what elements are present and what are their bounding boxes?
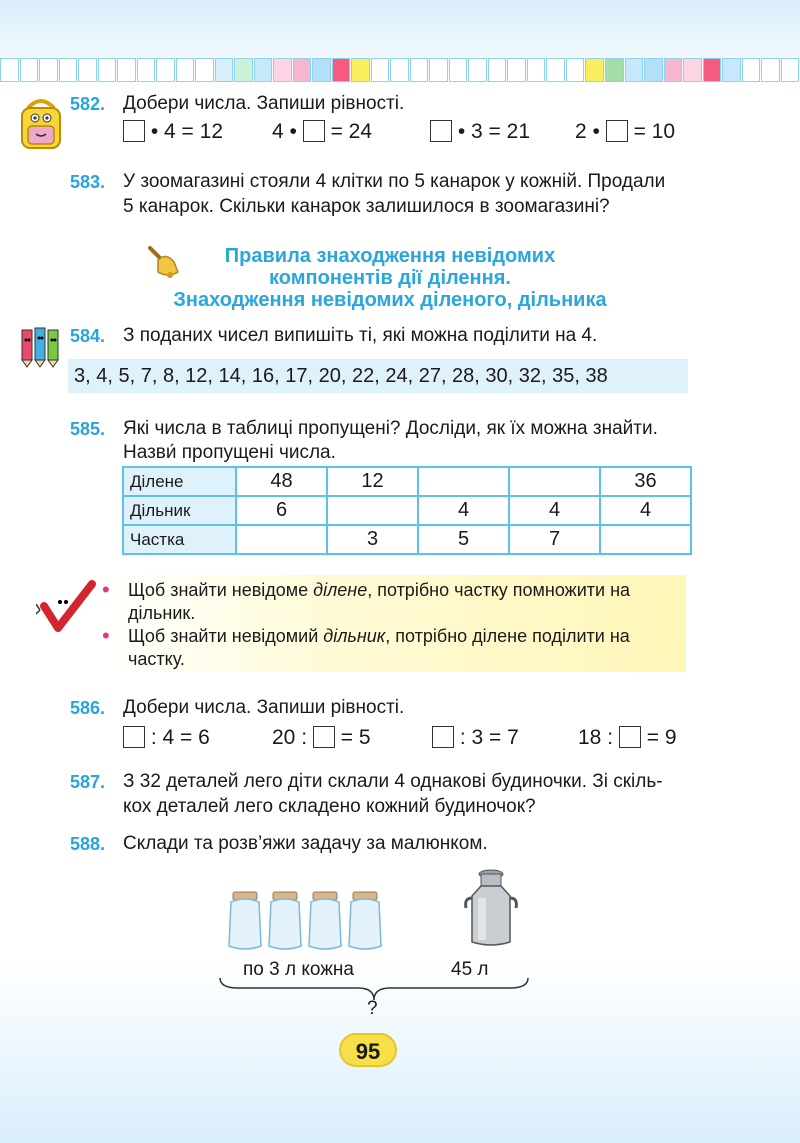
exercise-582-equation-3 — [430, 120, 530, 144]
table-cell: 36 — [600, 467, 691, 496]
exercise-584-text: З поданих чисел випишіть ті, які можна поділити на 4. — [123, 325, 598, 346]
strip-cell — [78, 58, 97, 82]
strip-cell — [234, 58, 253, 82]
can-label: 45 л — [451, 959, 489, 980]
answer-box[interactable] — [123, 726, 145, 748]
rule-1-emphasis: ділене — [313, 580, 368, 600]
section-title-line-3: Знаходження невідомих діленого, дільника — [173, 289, 607, 311]
strip-cell — [566, 58, 585, 82]
exercise-586-text: Добери числа. Запиши рівності. — [123, 697, 405, 718]
strip-cell — [664, 58, 683, 82]
strip-cell — [546, 58, 565, 82]
strip-cell — [20, 58, 39, 82]
milk-can-icon — [462, 868, 520, 948]
backpack-icon — [14, 96, 68, 152]
number-list: 3, 4, 5, 7, 8, 12, 14, 16, 17, 20, 22, 24, 27, 28, 30, 32, 35, 38 — [68, 359, 688, 393]
strip-cell — [722, 58, 741, 82]
rule-2-line-2: частку. — [128, 649, 185, 669]
equation-text: • 4 = 12 — [150, 120, 224, 143]
strip-cell — [625, 58, 644, 82]
decorative-strip — [0, 58, 800, 82]
table-row — [123, 496, 691, 525]
strip-cell — [293, 58, 312, 82]
table-cell: 5 — [418, 525, 509, 554]
exercise-586-number: 586. — [70, 698, 106, 718]
exercise-585-line-2: Назви́ пропущені числа. — [123, 442, 336, 463]
bullet-icon: • — [102, 577, 110, 602]
exercise-582-equation-1 — [123, 120, 223, 144]
rule-2-text: , потрібно ділене поділити на — [385, 626, 630, 646]
bullet-icon: • — [102, 623, 110, 648]
rule-2 — [128, 625, 686, 671]
jars-illustration — [225, 890, 385, 952]
exercise-586-equation-2 — [272, 726, 371, 750]
strip-cell — [215, 58, 234, 82]
answer-box[interactable] — [606, 120, 628, 142]
table-cell: 48 — [236, 467, 327, 496]
answer-box[interactable] — [303, 120, 325, 142]
exercise-586-equation-1 — [123, 726, 210, 750]
strip-cell — [585, 58, 604, 82]
exercise-582-equation-4 — [575, 120, 675, 144]
strip-cell — [312, 58, 331, 82]
exercise-583-line-1: У зоомагазині стояли 4 клітки по 5 канарок у кожній. Продали — [123, 171, 666, 192]
table-cell — [600, 525, 691, 554]
strip-cell — [176, 58, 195, 82]
exercise-588-text: Склади та розв’яжи задачу за малюнком. — [123, 833, 488, 854]
strip-cell — [703, 58, 722, 82]
exercise-586-equation-4 — [578, 726, 677, 750]
answer-box[interactable] — [619, 726, 641, 748]
table-cell — [509, 467, 600, 496]
strip-cell — [59, 58, 78, 82]
table-cell: 4 — [600, 496, 691, 525]
table-cell — [327, 496, 418, 525]
rule-2-text: Щоб знайти невідомий — [128, 626, 324, 646]
strip-cell — [273, 58, 292, 82]
strip-cell — [117, 58, 136, 82]
rule-1-text: Щоб знайти невідоме — [128, 580, 314, 600]
division-table — [122, 466, 692, 555]
exercise-586-equation-3 — [432, 726, 519, 750]
equation-text: = 10 — [633, 120, 676, 143]
strip-cell — [98, 58, 117, 82]
equation-text: 18 : — [578, 726, 614, 749]
strip-cell — [156, 58, 175, 82]
equation-text: : 4 = 6 — [150, 726, 210, 749]
strip-cell — [488, 58, 507, 82]
table-row — [123, 525, 691, 554]
table-cell: 3 — [327, 525, 418, 554]
jar-icon — [269, 892, 301, 949]
strip-cell — [468, 58, 487, 82]
table-cell: 7 — [509, 525, 600, 554]
row-header: Частка — [123, 525, 236, 554]
equation-text: = 9 — [646, 726, 677, 749]
jars-label: по 3 л кожна — [243, 959, 354, 980]
equation-text: • 3 = 21 — [457, 120, 531, 143]
section-title-line-1: Правила знаходження невідомих — [224, 245, 556, 267]
strip-cell — [605, 58, 624, 82]
row-header: Дільник — [123, 496, 236, 525]
strip-cell — [410, 58, 429, 82]
strip-cell — [195, 58, 214, 82]
strip-cell — [781, 58, 800, 82]
section-title-line-2: компонентів дії ділення. — [269, 267, 511, 289]
exercise-583-number: 583. — [70, 172, 106, 192]
strip-cell — [137, 58, 156, 82]
checkmark-icon — [36, 580, 98, 636]
strip-cell — [527, 58, 546, 82]
strip-cell — [644, 58, 663, 82]
strip-cell — [507, 58, 526, 82]
answer-box[interactable] — [432, 726, 454, 748]
strip-cell — [742, 58, 761, 82]
strip-cell — [39, 58, 58, 82]
exercise-584-number: 584. — [70, 326, 106, 346]
rule-1-line-2: дільник. — [128, 603, 196, 623]
pencils-icon — [14, 324, 70, 368]
equation-text: 4 • — [272, 120, 297, 143]
exercise-587-line-2: кох деталей лего складено кожний будиночок? — [123, 796, 536, 817]
strip-cell — [390, 58, 409, 82]
rule-1 — [128, 579, 686, 625]
strip-cell — [371, 58, 390, 82]
jar-icon — [309, 892, 341, 949]
equation-text: = 5 — [340, 726, 371, 749]
jar-icon — [349, 892, 381, 949]
exercise-582-equation-2 — [272, 120, 372, 144]
table-cell: 4 — [418, 496, 509, 525]
exercise-587-number: 587. — [70, 772, 106, 792]
equation-text: = 24 — [330, 120, 373, 143]
exercise-582-text: Добери числа. Запиши рівності. — [123, 93, 405, 114]
strip-cell — [332, 58, 351, 82]
rule-1-text: , потрібно частку помножити на — [367, 580, 631, 600]
answer-box[interactable] — [123, 120, 145, 142]
exercise-583-line-2: 5 канарок. Скільки канарок залишилося в зоомагазині? — [123, 196, 610, 217]
table-row — [123, 467, 691, 496]
equation-text: 20 : — [272, 726, 308, 749]
table-cell: 12 — [327, 467, 418, 496]
rule-block — [100, 575, 686, 672]
exercise-587-line-1: З 32 деталей лего діти склали 4 однакові будиночки. Зі скіль- — [123, 771, 663, 792]
table-cell — [418, 467, 509, 496]
strip-cell — [761, 58, 780, 82]
exercise-588-number: 588. — [70, 834, 106, 854]
strip-cell — [254, 58, 273, 82]
strip-cell — [0, 58, 19, 82]
table-cell: 4 — [509, 496, 600, 525]
question-mark: ? — [367, 998, 378, 1019]
answer-box[interactable] — [313, 726, 335, 748]
strip-cell — [683, 58, 702, 82]
exercise-582-number: 582. — [70, 94, 106, 114]
exercise-585-number: 585. — [70, 419, 106, 439]
equation-text: : 3 = 7 — [459, 726, 519, 749]
page-number: 95 — [339, 1033, 397, 1067]
equation-text: 2 • — [575, 120, 600, 143]
rule-2-emphasis: дільник — [323, 626, 386, 646]
row-header: Ділене — [123, 467, 236, 496]
strip-cell — [449, 58, 468, 82]
table-cell — [236, 525, 327, 554]
strip-cell — [429, 58, 448, 82]
answer-box[interactable] — [430, 120, 452, 142]
exercise-585-line-1: Які числа в таблиці пропущені? Досліди, як їх можна знайти. — [123, 418, 658, 439]
strip-cell — [351, 58, 370, 82]
table-cell: 6 — [236, 496, 327, 525]
jar-icon — [229, 892, 261, 949]
